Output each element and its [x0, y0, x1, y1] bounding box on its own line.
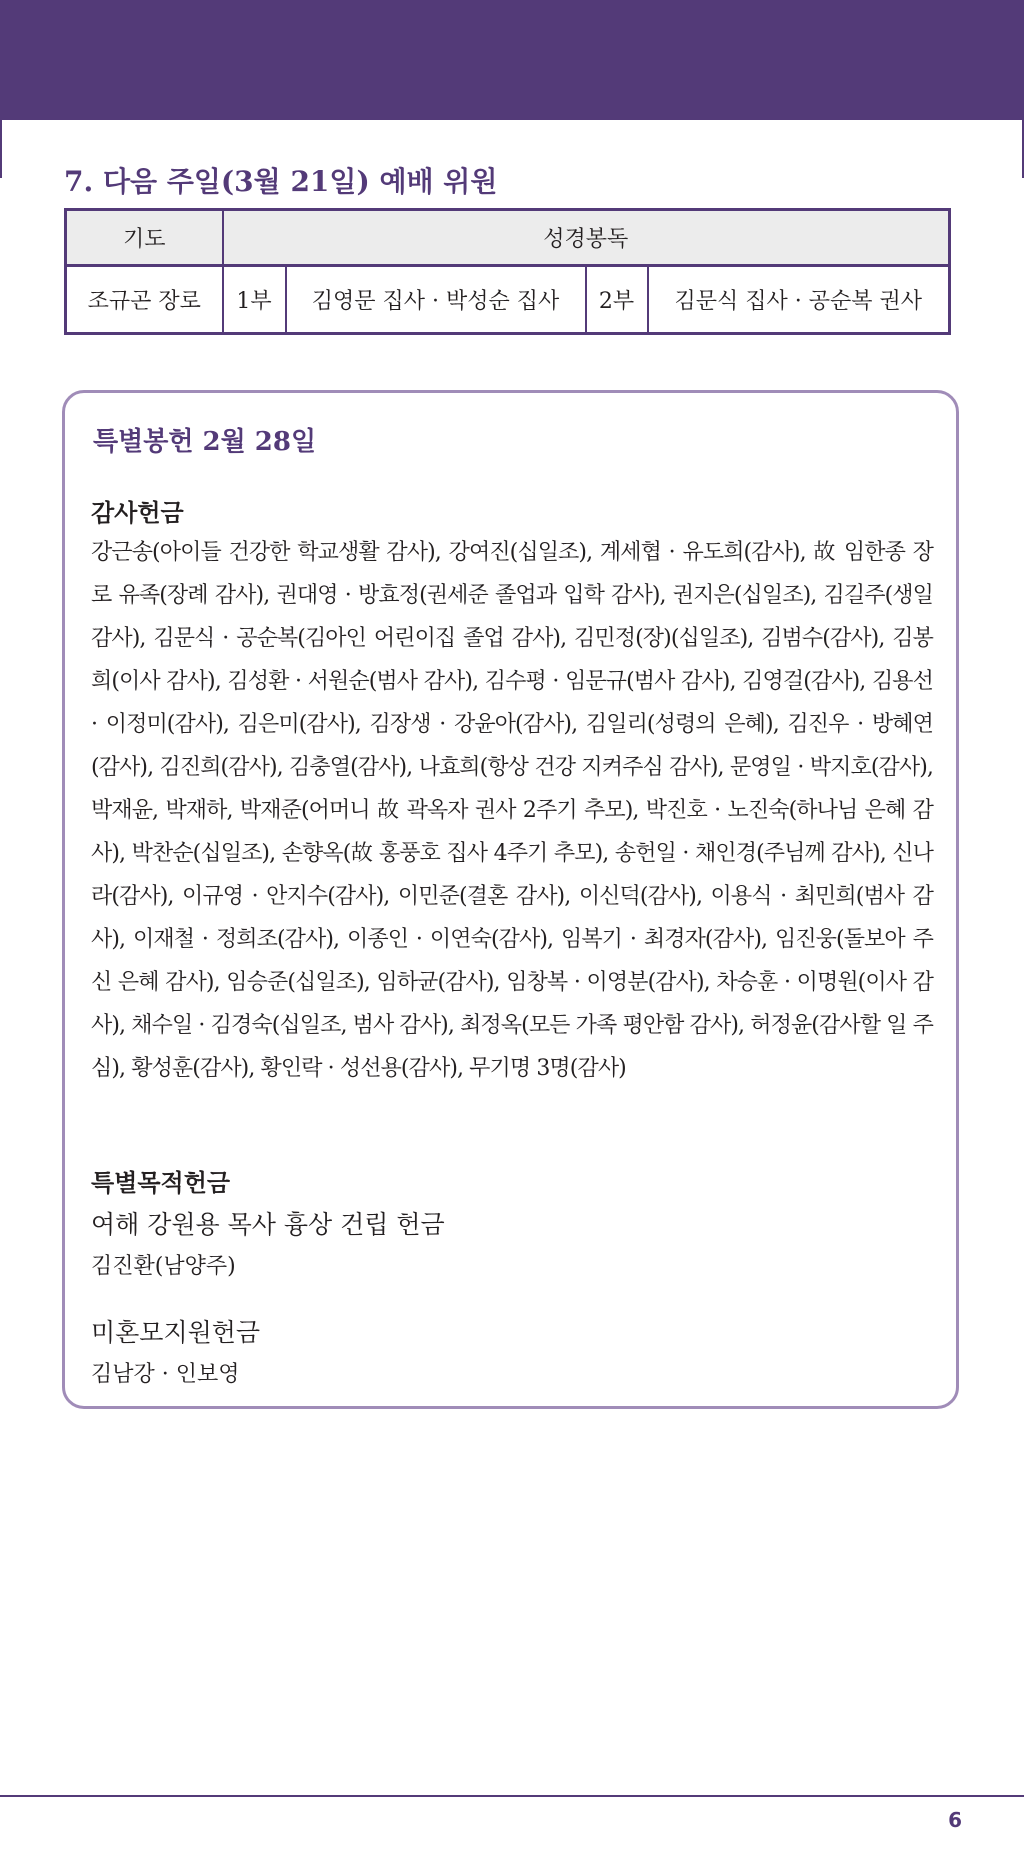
reading-header: 성경봉독	[223, 210, 950, 266]
table-header-row	[66, 210, 950, 266]
offering-title: 특별봉헌 2월 28일	[93, 427, 317, 457]
left-margin-line	[0, 120, 2, 178]
worship-committee-table	[64, 208, 951, 335]
special-purpose-subheading: 여해 강원용 목사 흉상 건립 헌금	[91, 1210, 445, 1239]
thanks-offering-heading: 감사헌금	[91, 499, 184, 527]
second-service-label: 2부	[586, 266, 648, 334]
footer-divider	[0, 1795, 1024, 1797]
first-service-readers: 김영문 집사 · 박성순 집사	[286, 266, 586, 334]
prayer-header: 기도	[66, 210, 223, 266]
singles-support-heading: 미혼모지원헌금	[91, 1318, 261, 1347]
first-service-label: 1부	[223, 266, 286, 334]
section-title: 7. 다음 주일(3월 21일) 예배 위원	[64, 165, 498, 198]
special-purpose-donors: 김진환(남양주)	[91, 1254, 236, 1279]
special-purpose-heading: 특별목적헌금	[91, 1169, 231, 1197]
table-row	[66, 266, 950, 334]
page-number: 6	[948, 1808, 962, 1832]
top-header-band	[0, 0, 1024, 120]
prayer-leader-cell: 조규곤 장로	[66, 266, 223, 334]
second-service-readers: 김문식 집사 · 공순복 권사	[648, 266, 950, 334]
thanks-offering-list: 강근송(아이들 건강한 학교생활 감사), 강여진(십일조), 계세협 · 유도희(감사), 故 임한종 장로 유족(장례 감사), 권대영 · 방효정(권세준 졸업과 입학 감사), 권지은(십일조), 김길주(생일 감사), 김문식 · 공순복(김아인 어린이집 졸업 감사), 김민정(장)(십일조), 김범수(감사), 김봉희(이사 감사), 김성환 · 서원순(범사 감사), 김수평 · 임문규(범사 감사), 김영걸(감사), 김용선 · 이정미(감사), 김은미(감사), 김장생 · 강윤아(감사), 김일리(성령의 은혜), 김진우 · 방혜연(감사), 김진희(감사), 김충열(감사), 나효희(항상 건강 지켜주심 감사), 문영일 · 박지호(감사), 박재윤, 박재하, 박재준(어머니 故 곽옥자 권사 2주기 추모), 박진호 · 노진숙(하나님 은혜 감사), 박찬순(십일조), 손향옥(故 홍풍호 집사 4주기 추모), 송헌일 · 채인경(주님께 감사), 신나라(감사), 이규영 · 안지수(감사), 이민준(결혼 감사), 이신덕(감사), 이용식 · 최민희(범사 감사), 이재철 · 정희조(감사), 이종인 · 이연숙(감사), 임복기 · 최경자(감사), 임진웅(돌보아 주신 은혜 감사), 임승준(십일조), 임하균(감사), 임창복 · 이영분(감사), 차승훈 · 이명원(이사 감사), 채수일 · 김경숙(십일조, 범사 감사), 최정옥(모든 가족 평안함 감사), 허정윤(감사할 일 주심), 황성훈(감사), 황인락 · 성선용(감사), 무기명 3명(감사)	[91, 540, 933, 1081]
special-offering-box	[62, 390, 959, 1409]
singles-support-donors: 김남강 · 인보영	[91, 1362, 240, 1387]
